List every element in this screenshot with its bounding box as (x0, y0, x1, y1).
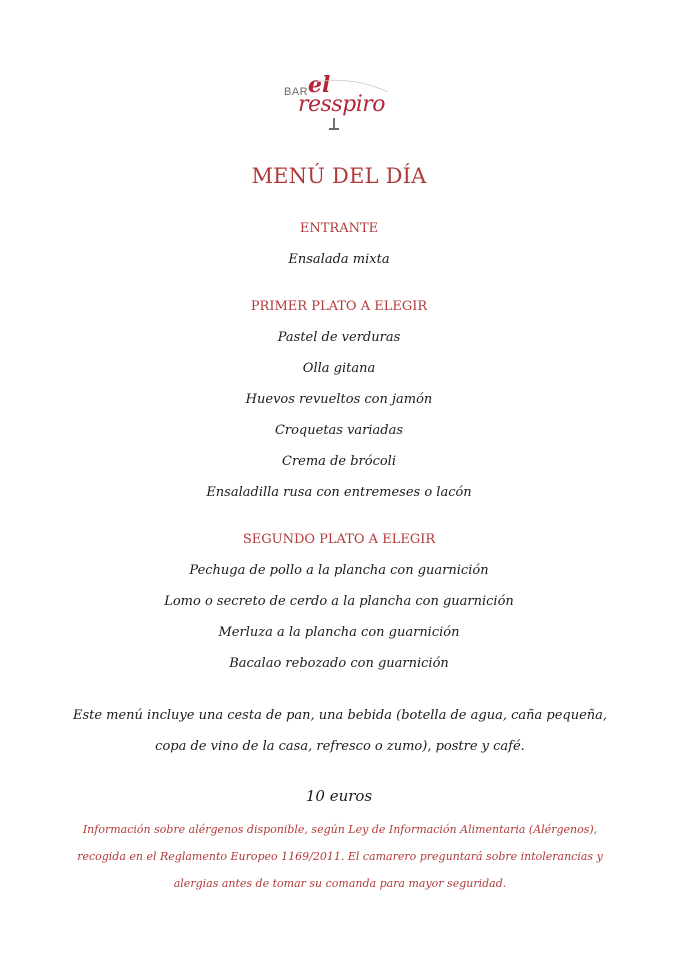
menu-item: Bacalao rebozado con guarnición (229, 656, 449, 671)
wine-glass-icon (284, 78, 396, 134)
allergen-notice: Información sobre alérgenos disponible, según Ley de Información Alimentaria (Alérgenos), recogida en el Reglamento Europeo 1169/2011. El camarero preguntará sobre intolerancias y alergias antes de tomar su comanda para mayor seguridad. (77, 823, 603, 890)
menu-item: Pastel de verduras (277, 330, 401, 345)
menu-item: Croquetas variadas (274, 423, 404, 438)
menu-item: Lomo o secreto de cerdo a la plancha con guarnición (164, 594, 514, 609)
section-heading-segundo-plato: SEGUNDO PLATO A ELEGIR (242, 532, 436, 547)
page-title: MENÚ DEL DÍA (251, 164, 427, 188)
menu-item: Ensalada mixta (288, 252, 390, 267)
menu-item: Olla gitana (302, 361, 376, 376)
section-heading-primer-plato: PRIMER PLATO A ELEGIR (250, 299, 428, 314)
menu-item: Pechuga de pollo a la plancha con guarnición (189, 563, 489, 578)
menu-item: Crema de brócoli (282, 454, 396, 469)
logo-name-top: el (308, 72, 331, 98)
menu-price: 10 euros (305, 787, 373, 805)
menu-includes-note: Este menú incluye una cesta de pan, una bebida (botella de agua, caña pequeña, copa de vino de la casa, refresco o zumo), postre y café. (72, 708, 608, 754)
menu-item: Ensaladilla rusa con entremeses o lacón (206, 485, 472, 500)
section-heading-entrante: ENTRANTE (299, 221, 379, 236)
bar-logo (284, 72, 396, 134)
menu-item: Huevos revueltos con jamón (245, 392, 433, 407)
logo-prefix: BAR (284, 86, 309, 98)
logo-name-bottom: resspiro (298, 92, 385, 117)
menu-item: Merluza a la plancha con guarnición (218, 625, 460, 640)
